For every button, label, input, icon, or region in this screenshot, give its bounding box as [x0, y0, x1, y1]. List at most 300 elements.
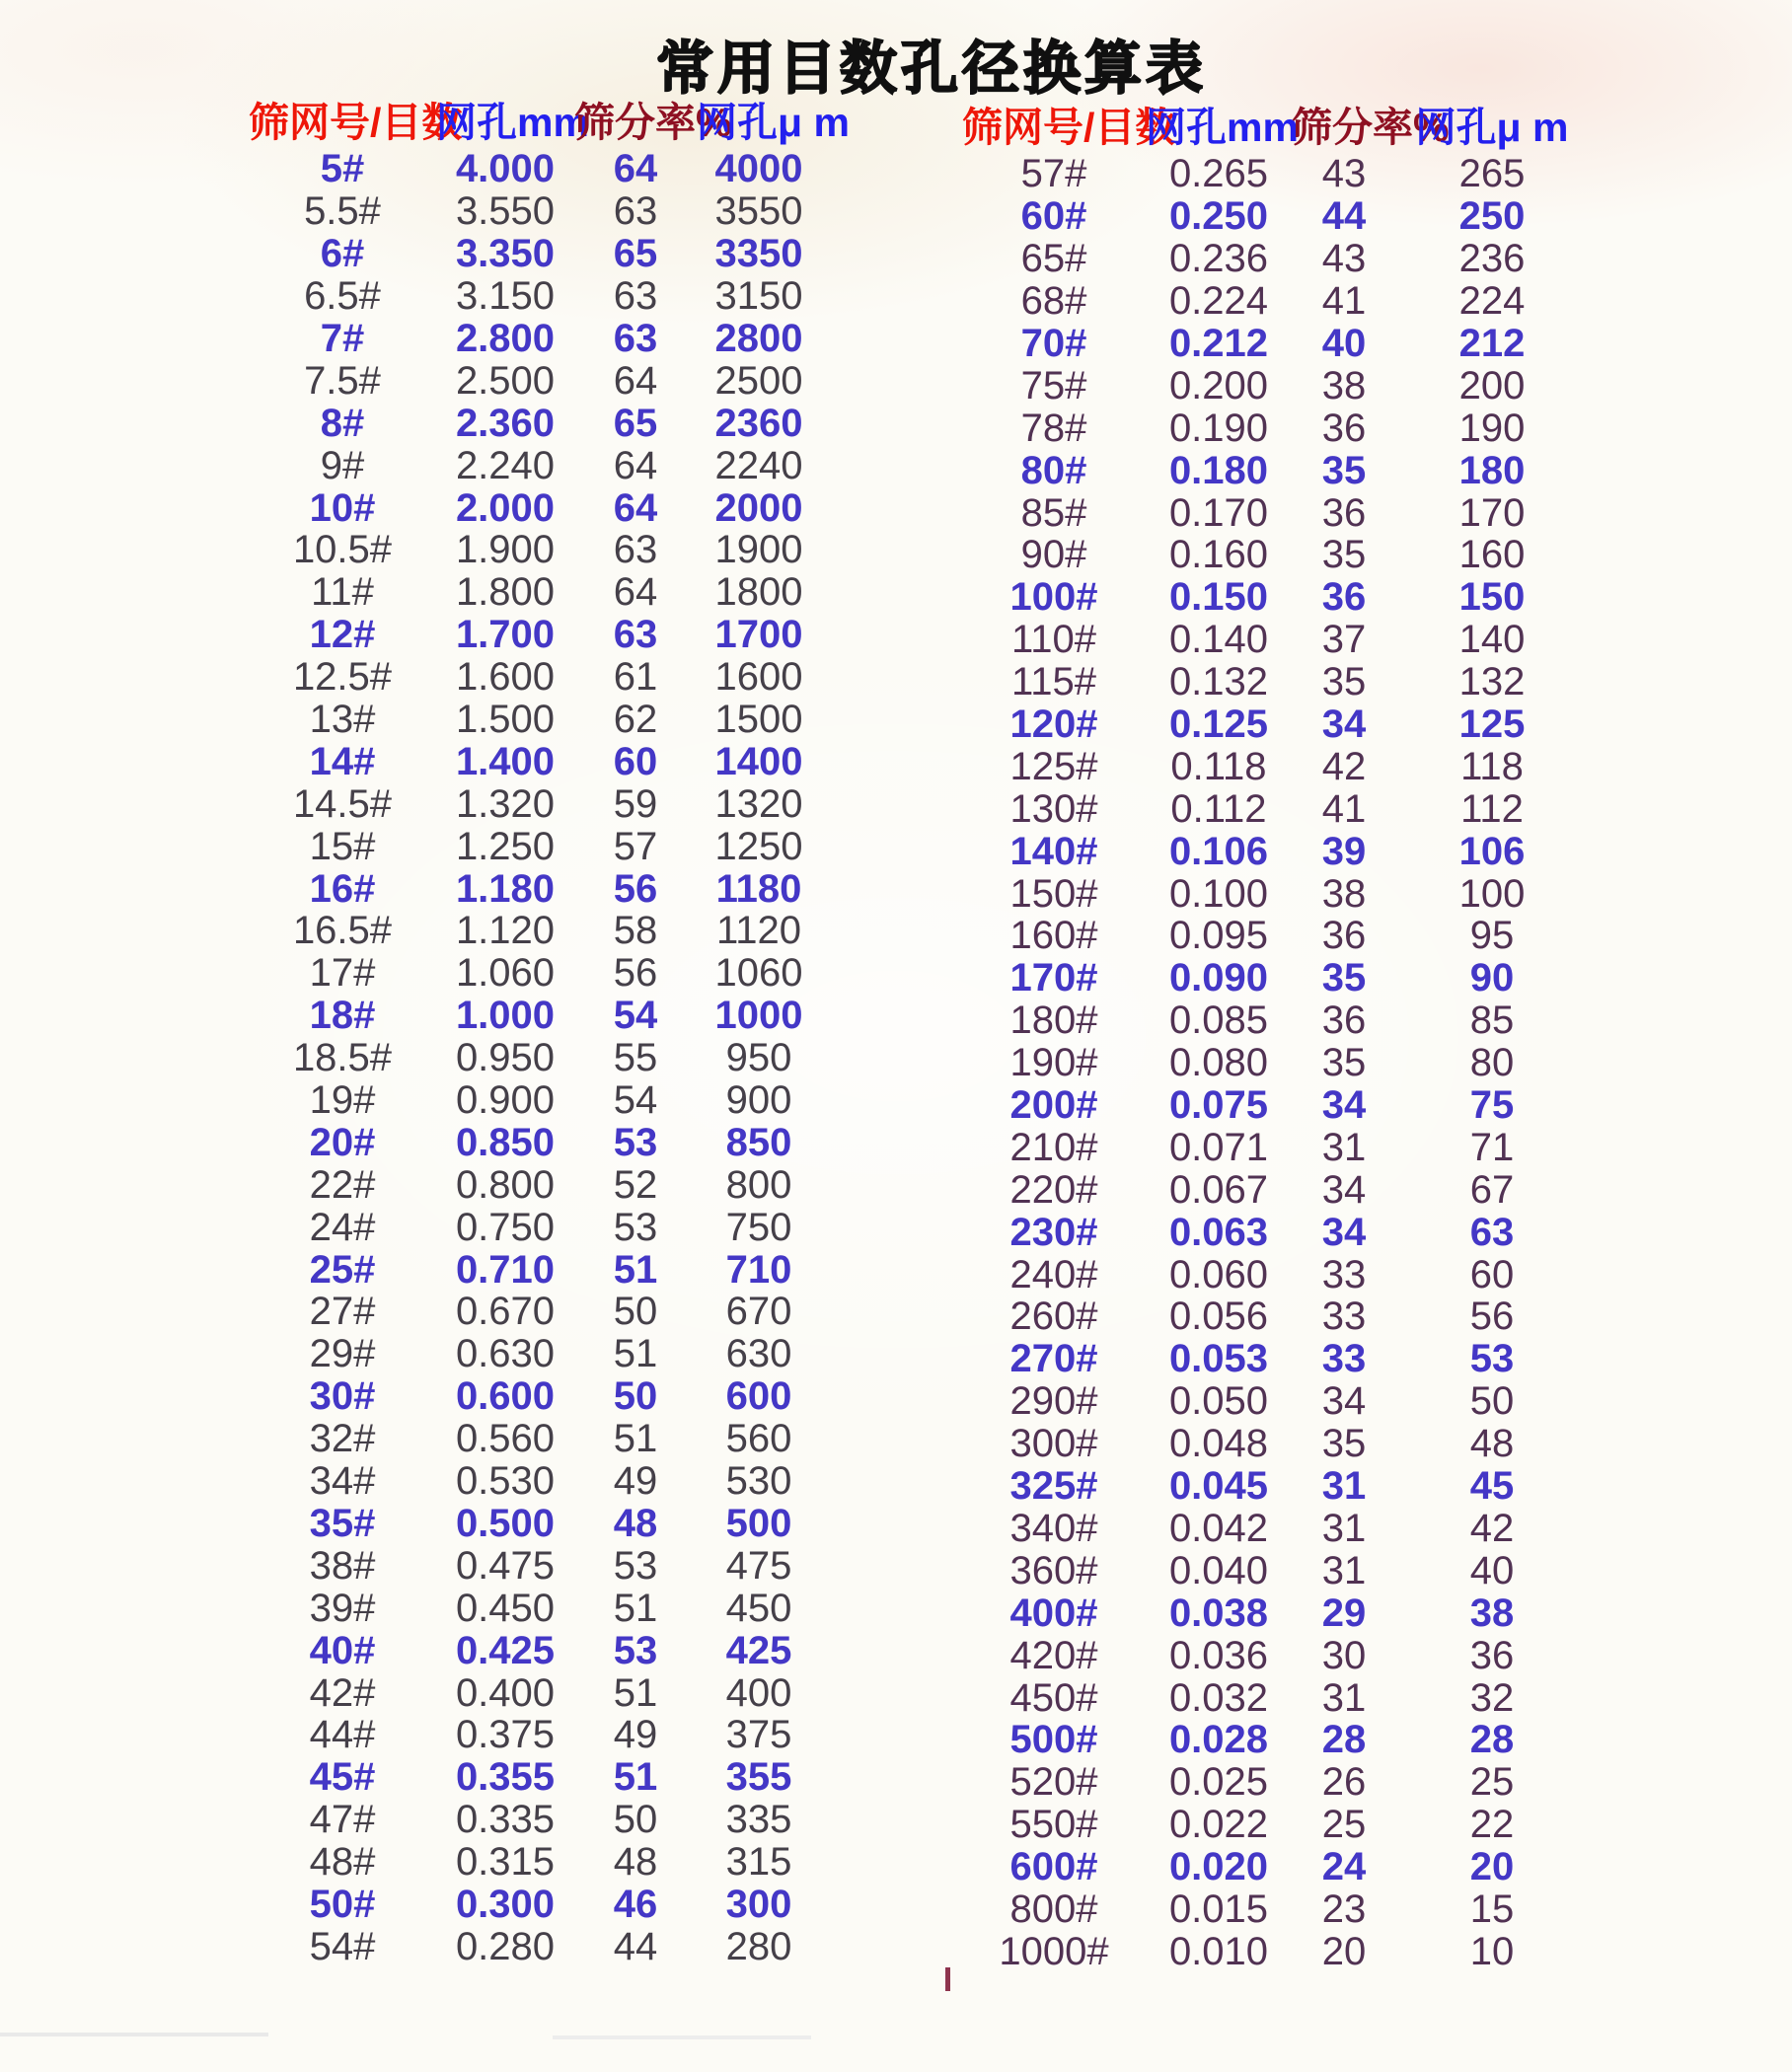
- rate-cell: 34: [1321, 1379, 1367, 1424]
- mesh-cell: 35#: [309, 1501, 376, 1545]
- mesh-cell: 25#: [309, 1247, 376, 1292]
- mesh-cell: 54#: [309, 1924, 376, 1968]
- um-cell: 400: [725, 1670, 792, 1715]
- mesh-cell: 220#: [1009, 1167, 1098, 1212]
- mm-cell: 0.053: [1168, 1337, 1269, 1381]
- um-cell: 10: [1469, 1929, 1515, 1973]
- table-row: [249, 444, 821, 486]
- rate-cell: 25: [1321, 1803, 1367, 1847]
- table-row: [249, 910, 821, 952]
- um-cell: 160: [1458, 533, 1526, 577]
- mm-cell: 1.060: [455, 951, 556, 996]
- um-cell: 355: [725, 1755, 792, 1800]
- rate-cell: 56: [613, 951, 658, 996]
- mesh-cell: 85#: [1020, 490, 1087, 535]
- mm-cell: 1.500: [455, 698, 556, 742]
- rate-cell: 34: [1321, 703, 1367, 747]
- mesh-cell: 8#: [320, 401, 365, 445]
- table-row: [962, 1423, 1588, 1465]
- table-row: [249, 402, 821, 444]
- mesh-cell: 190#: [1009, 1041, 1098, 1085]
- um-cell: 100: [1458, 871, 1526, 916]
- mm-cell: 0.300: [455, 1882, 556, 1926]
- rate-cell: 34: [1321, 1083, 1367, 1128]
- rate-cell: 64: [613, 485, 658, 530]
- table-row: [249, 995, 821, 1037]
- um-cell: 112: [1460, 786, 1524, 831]
- table-row: [249, 1206, 821, 1248]
- um-cell: 710: [725, 1247, 792, 1292]
- um-cell: 22: [1469, 1803, 1515, 1847]
- rate-cell: 53: [613, 1205, 658, 1249]
- table-row: [962, 830, 1588, 872]
- mm-cell: 0.280: [455, 1924, 556, 1968]
- mesh-cell: 520#: [1009, 1760, 1098, 1805]
- mm-cell: 0.132: [1168, 660, 1269, 704]
- mm-cell: 0.335: [455, 1798, 556, 1842]
- um-cell: 140: [1458, 618, 1526, 662]
- column-header-mm: 网孔mm: [1146, 104, 1299, 150]
- um-cell: 1600: [714, 655, 803, 700]
- rate-cell: 65: [613, 401, 658, 445]
- mesh-cell: 325#: [1009, 1464, 1098, 1509]
- mesh-cell: 115#: [1010, 660, 1096, 704]
- table-row: [249, 1629, 821, 1671]
- mesh-cell: 400#: [1009, 1591, 1098, 1635]
- mesh-cell: 210#: [1009, 1125, 1098, 1169]
- table-row: [962, 576, 1588, 619]
- um-cell: 125: [1458, 703, 1526, 747]
- um-cell: 236: [1458, 237, 1526, 281]
- rate-cell: 64: [613, 443, 658, 487]
- mesh-cell: 40#: [309, 1628, 376, 1672]
- um-cell: 28: [1469, 1718, 1515, 1762]
- rate-cell: 31: [1321, 1675, 1367, 1720]
- mm-cell: 0.236: [1168, 237, 1269, 281]
- um-cell: 1120: [715, 909, 801, 953]
- mesh-cell: 65#: [1020, 237, 1087, 281]
- mm-cell: 0.670: [455, 1290, 556, 1334]
- mm-cell: 0.025: [1168, 1760, 1269, 1805]
- table-row: [249, 571, 821, 614]
- mesh-cell: 48#: [309, 1840, 376, 1885]
- table-row: [249, 1037, 821, 1079]
- table-row: [249, 1799, 821, 1841]
- mesh-cell: 7.5#: [304, 358, 381, 403]
- mm-cell: 4.000: [455, 147, 556, 191]
- mm-cell: 0.118: [1170, 744, 1267, 788]
- table-row: [962, 915, 1588, 957]
- mm-cell: 0.212: [1168, 322, 1269, 365]
- mesh-cell: 22#: [309, 1162, 376, 1207]
- um-cell: 132: [1458, 660, 1526, 704]
- table-row: [962, 491, 1588, 534]
- rate-cell: 63: [613, 274, 658, 319]
- table-row: [249, 614, 821, 656]
- table-row: [962, 619, 1588, 661]
- um-cell: 150: [1458, 575, 1526, 620]
- mesh-cell: 90#: [1020, 533, 1087, 577]
- rate-cell: 37: [1321, 618, 1367, 662]
- rate-cell: 48: [613, 1501, 658, 1545]
- rate-cell: 49: [613, 1459, 658, 1504]
- rate-cell: 50: [613, 1290, 658, 1334]
- mm-cell: 0.090: [1168, 956, 1269, 1000]
- rate-cell: 26: [1321, 1760, 1367, 1805]
- rate-cell: 35: [1321, 1422, 1367, 1466]
- rate-cell: 48: [613, 1840, 658, 1885]
- mm-cell: 0.265: [1168, 152, 1269, 196]
- table-row: [249, 190, 821, 233]
- um-cell: 4000: [714, 147, 803, 191]
- column-header-rate: 筛分率%: [1292, 104, 1450, 150]
- um-cell: 475: [725, 1543, 792, 1588]
- rate-cell: 35: [1321, 660, 1367, 704]
- table-row: [962, 1211, 1588, 1253]
- table-row: [962, 238, 1588, 280]
- mm-cell: 0.170: [1168, 490, 1269, 535]
- rate-cell: 52: [613, 1162, 658, 1207]
- mm-cell: 0.080: [1168, 1041, 1269, 1085]
- mesh-cell: 6#: [320, 232, 365, 276]
- scan-artifact-line: [553, 2035, 811, 2039]
- mesh-cell: 1000#: [999, 1929, 1109, 1973]
- mesh-cell: 14#: [309, 739, 376, 783]
- um-cell: 1060: [714, 951, 803, 996]
- mesh-cell: 300#: [1009, 1422, 1098, 1466]
- mm-cell: 0.190: [1168, 406, 1269, 450]
- mm-cell: 2.240: [455, 443, 556, 487]
- mm-cell: 2.360: [455, 401, 556, 445]
- mesh-cell: 34#: [309, 1459, 376, 1504]
- mm-cell: 0.900: [455, 1078, 556, 1123]
- rate-cell: 64: [613, 147, 658, 191]
- um-cell: 450: [725, 1586, 792, 1630]
- um-cell: 3350: [714, 232, 803, 276]
- table-row: [962, 1042, 1588, 1084]
- rate-cell: 40: [1321, 322, 1367, 365]
- rate-cell: 36: [1321, 575, 1367, 620]
- rate-cell: 39: [1321, 829, 1367, 873]
- mesh-cell: 13#: [309, 698, 376, 742]
- mm-cell: 3.150: [455, 274, 556, 319]
- um-cell: 3550: [714, 189, 803, 234]
- um-cell: 2360: [714, 401, 803, 445]
- rate-cell: 50: [613, 1798, 658, 1842]
- um-cell: 750: [725, 1205, 792, 1249]
- rate-cell: 31: [1321, 1464, 1367, 1509]
- um-cell: 2800: [714, 317, 803, 360]
- um-cell: 2500: [714, 358, 803, 403]
- rate-cell: 41: [1321, 786, 1367, 831]
- um-cell: 190: [1458, 406, 1526, 450]
- mm-cell: 1.700: [455, 613, 556, 657]
- rate-cell: 51: [613, 1586, 658, 1630]
- scan-artifact-tick: [945, 1967, 950, 1991]
- mesh-cell: 14.5#: [292, 781, 393, 826]
- mm-cell: 0.020: [1168, 1845, 1269, 1889]
- table-row: [962, 1719, 1588, 1761]
- table-row: [249, 486, 821, 529]
- mesh-cell: 10#: [309, 485, 376, 530]
- table-row: [962, 1634, 1588, 1676]
- um-cell: 560: [725, 1417, 792, 1461]
- table-row: [249, 1079, 821, 1122]
- mm-cell: 0.750: [455, 1205, 556, 1249]
- rate-cell: 53: [613, 1120, 658, 1164]
- mm-cell: 0.475: [455, 1543, 556, 1588]
- table-row: [249, 1163, 821, 1206]
- rate-cell: 51: [613, 1755, 658, 1800]
- mm-cell: 0.500: [455, 1501, 556, 1545]
- table-row: [249, 1375, 821, 1418]
- mesh-cell: 500#: [1009, 1718, 1098, 1762]
- mesh-cell: 32#: [309, 1417, 376, 1461]
- table-row: [249, 1841, 821, 1884]
- mm-cell: 0.095: [1168, 914, 1269, 958]
- rate-cell: 51: [613, 1670, 658, 1715]
- table-row: [962, 872, 1588, 915]
- table-row: [249, 1756, 821, 1799]
- rate-cell: 31: [1321, 1125, 1367, 1169]
- rate-cell: 23: [1321, 1887, 1367, 1931]
- mesh-cell: 450#: [1009, 1675, 1098, 1720]
- um-cell: 1320: [714, 781, 803, 826]
- mm-cell: 0.112: [1170, 786, 1267, 831]
- table-row: [249, 359, 821, 402]
- rate-cell: 55: [613, 1036, 658, 1080]
- um-cell: 1000: [714, 994, 803, 1038]
- mm-cell: 0.048: [1168, 1422, 1269, 1466]
- mesh-cell: 10.5#: [292, 528, 393, 572]
- mesh-cell: 9#: [320, 443, 365, 487]
- mesh-cell: 340#: [1009, 1506, 1098, 1550]
- table-row: [962, 1930, 1588, 1972]
- table-row: [962, 1253, 1588, 1295]
- mm-cell: 0.100: [1168, 871, 1269, 916]
- table-row: [962, 1380, 1588, 1423]
- column-header-rate: 筛分率%: [574, 99, 732, 145]
- um-cell: 80: [1469, 1041, 1515, 1085]
- rate-cell: 58: [613, 909, 658, 953]
- mesh-cell: 24#: [309, 1205, 376, 1249]
- table-row: [249, 825, 821, 867]
- mesh-cell: 230#: [1009, 1210, 1098, 1254]
- um-cell: 1180: [715, 866, 802, 911]
- mesh-cell: 290#: [1009, 1379, 1098, 1424]
- mm-cell: 0.425: [455, 1628, 556, 1672]
- um-cell: 212: [1458, 322, 1526, 365]
- mm-cell: 1.000: [455, 994, 556, 1038]
- um-cell: 224: [1458, 279, 1526, 324]
- um-cell: 1900: [714, 528, 803, 572]
- mm-cell: 0.400: [455, 1670, 556, 1715]
- um-cell: 45: [1469, 1464, 1515, 1509]
- table-row: [962, 1084, 1588, 1127]
- mm-cell: 1.250: [455, 824, 556, 868]
- mesh-cell: 38#: [309, 1543, 376, 1588]
- page-title: 常用目数孔径换算表: [655, 37, 1207, 101]
- mm-cell: 0.600: [455, 1374, 556, 1419]
- um-cell: 38: [1469, 1591, 1515, 1635]
- table-row: [962, 1465, 1588, 1508]
- mm-cell: 1.600: [455, 655, 556, 700]
- mm-cell: 0.022: [1168, 1803, 1269, 1847]
- table-row: [962, 1846, 1588, 1888]
- mm-cell: 1.320: [455, 781, 556, 826]
- rate-cell: 49: [613, 1713, 658, 1757]
- table-row: [249, 867, 821, 910]
- rate-cell: 44: [1321, 194, 1367, 239]
- mm-cell: 0.085: [1168, 999, 1269, 1043]
- mm-cell: 0.950: [455, 1036, 556, 1080]
- mesh-cell: 57#: [1020, 152, 1087, 196]
- mesh-cell: 45#: [309, 1755, 376, 1800]
- table-row: [962, 1338, 1588, 1380]
- mm-cell: 0.015: [1168, 1887, 1269, 1931]
- table-row: [249, 1460, 821, 1503]
- table-row: [962, 323, 1588, 365]
- um-cell: 850: [725, 1120, 792, 1164]
- um-cell: 56: [1469, 1295, 1515, 1339]
- um-cell: 60: [1469, 1252, 1515, 1296]
- rate-cell: 65: [613, 232, 658, 276]
- table-row: [962, 153, 1588, 195]
- um-cell: 800: [725, 1162, 792, 1207]
- um-cell: 300: [725, 1882, 792, 1926]
- mm-cell: 0.063: [1168, 1210, 1269, 1254]
- mesh-cell: 78#: [1020, 406, 1087, 450]
- table-row: [962, 999, 1588, 1042]
- mm-cell: 0.106: [1168, 829, 1269, 873]
- rate-cell: 31: [1321, 1506, 1367, 1550]
- um-cell: 950: [725, 1036, 792, 1080]
- mesh-cell: 16.5#: [292, 909, 393, 953]
- table-row: [962, 1676, 1588, 1719]
- um-cell: 265: [1458, 152, 1526, 196]
- mesh-cell: 12#: [309, 613, 376, 657]
- table-row: [249, 318, 821, 360]
- rate-cell: 57: [613, 824, 658, 868]
- mm-cell: 0.140: [1168, 618, 1269, 662]
- rate-cell: 30: [1321, 1633, 1367, 1677]
- mm-cell: 0.160: [1168, 533, 1269, 577]
- um-cell: 32: [1469, 1675, 1515, 1720]
- um-cell: 1400: [714, 739, 803, 783]
- um-cell: 335: [725, 1798, 792, 1842]
- um-cell: 1800: [714, 570, 803, 615]
- table-row: [962, 1888, 1588, 1931]
- mesh-cell: 20#: [309, 1120, 376, 1164]
- table-row: [249, 1884, 821, 1926]
- mm-cell: 0.630: [455, 1332, 556, 1376]
- column-header-mesh: 筛网号/目数: [249, 99, 463, 145]
- mesh-cell: 270#: [1009, 1337, 1098, 1381]
- rate-cell: 33: [1321, 1295, 1367, 1339]
- mesh-cell: 70#: [1020, 322, 1087, 365]
- um-cell: 180: [1458, 448, 1526, 492]
- mesh-cell: 180#: [1009, 999, 1098, 1043]
- table-row: [249, 782, 821, 825]
- rate-cell: 36: [1321, 914, 1367, 958]
- table-row: [249, 1925, 821, 1967]
- header-row: [962, 102, 1588, 153]
- um-cell: 40: [1469, 1548, 1515, 1592]
- table-row: [249, 656, 821, 699]
- um-cell: 50: [1469, 1379, 1515, 1424]
- um-cell: 425: [725, 1628, 792, 1672]
- mesh-cell: 600#: [1009, 1845, 1098, 1889]
- um-cell: 315: [725, 1840, 792, 1885]
- rate-cell: 62: [613, 698, 658, 742]
- mm-cell: 0.355: [455, 1755, 556, 1800]
- table-row: [249, 529, 821, 571]
- mm-cell: 0.250: [1168, 194, 1269, 239]
- table-row: [249, 275, 821, 318]
- rate-cell: 63: [613, 189, 658, 234]
- um-cell: 170: [1458, 490, 1526, 535]
- table-row: [962, 280, 1588, 323]
- rate-cell: 35: [1321, 956, 1367, 1000]
- mm-cell: 0.180: [1168, 448, 1269, 492]
- mm-cell: 3.550: [455, 189, 556, 234]
- table-row: [249, 1714, 821, 1756]
- table-row: [962, 661, 1588, 703]
- mm-cell: 1.800: [455, 570, 556, 615]
- um-cell: 42: [1469, 1506, 1515, 1550]
- rate-cell: 56: [613, 866, 658, 911]
- mm-cell: 0.224: [1168, 279, 1269, 324]
- mm-cell: 0.050: [1168, 1379, 1269, 1424]
- um-cell: 670: [725, 1290, 792, 1334]
- mesh-cell: 7#: [320, 317, 365, 360]
- mm-cell: 0.530: [455, 1459, 556, 1504]
- mesh-cell: 11#: [311, 570, 374, 615]
- rate-cell: 41: [1321, 279, 1367, 324]
- um-cell: 3150: [714, 274, 803, 319]
- mm-cell: 0.375: [455, 1713, 556, 1757]
- table-row: [962, 1761, 1588, 1804]
- table-row: [962, 407, 1588, 449]
- mesh-cell: 12.5#: [292, 655, 393, 700]
- column-header-mm: 网孔mm: [436, 99, 589, 145]
- mesh-cell: 200#: [1009, 1083, 1098, 1128]
- table-row: [249, 1418, 821, 1460]
- rate-cell: 64: [613, 358, 658, 403]
- mesh-cell: 50#: [309, 1882, 376, 1926]
- rate-cell: 42: [1321, 744, 1367, 788]
- rate-cell: 51: [613, 1332, 658, 1376]
- um-cell: 2000: [714, 485, 803, 530]
- mesh-cell: 75#: [1020, 363, 1087, 407]
- rate-cell: 53: [613, 1543, 658, 1588]
- um-cell: 1250: [714, 824, 803, 868]
- um-cell: 75: [1469, 1083, 1515, 1128]
- table-row: [249, 1503, 821, 1545]
- rate-cell: 35: [1321, 448, 1367, 492]
- mm-cell: 2.000: [455, 485, 556, 530]
- mesh-cell: 15#: [309, 824, 376, 868]
- rate-cell: 36: [1321, 406, 1367, 450]
- rate-cell: 28: [1321, 1718, 1367, 1762]
- um-cell: 280: [725, 1924, 792, 1968]
- mm-cell: 0.710: [455, 1247, 556, 1292]
- column-header-um: 网孔μ m: [1415, 104, 1569, 150]
- mm-cell: 0.200: [1168, 363, 1269, 407]
- rate-cell: 33: [1321, 1252, 1367, 1296]
- mesh-cell: 68#: [1020, 279, 1087, 324]
- mesh-cell: 47#: [309, 1798, 376, 1842]
